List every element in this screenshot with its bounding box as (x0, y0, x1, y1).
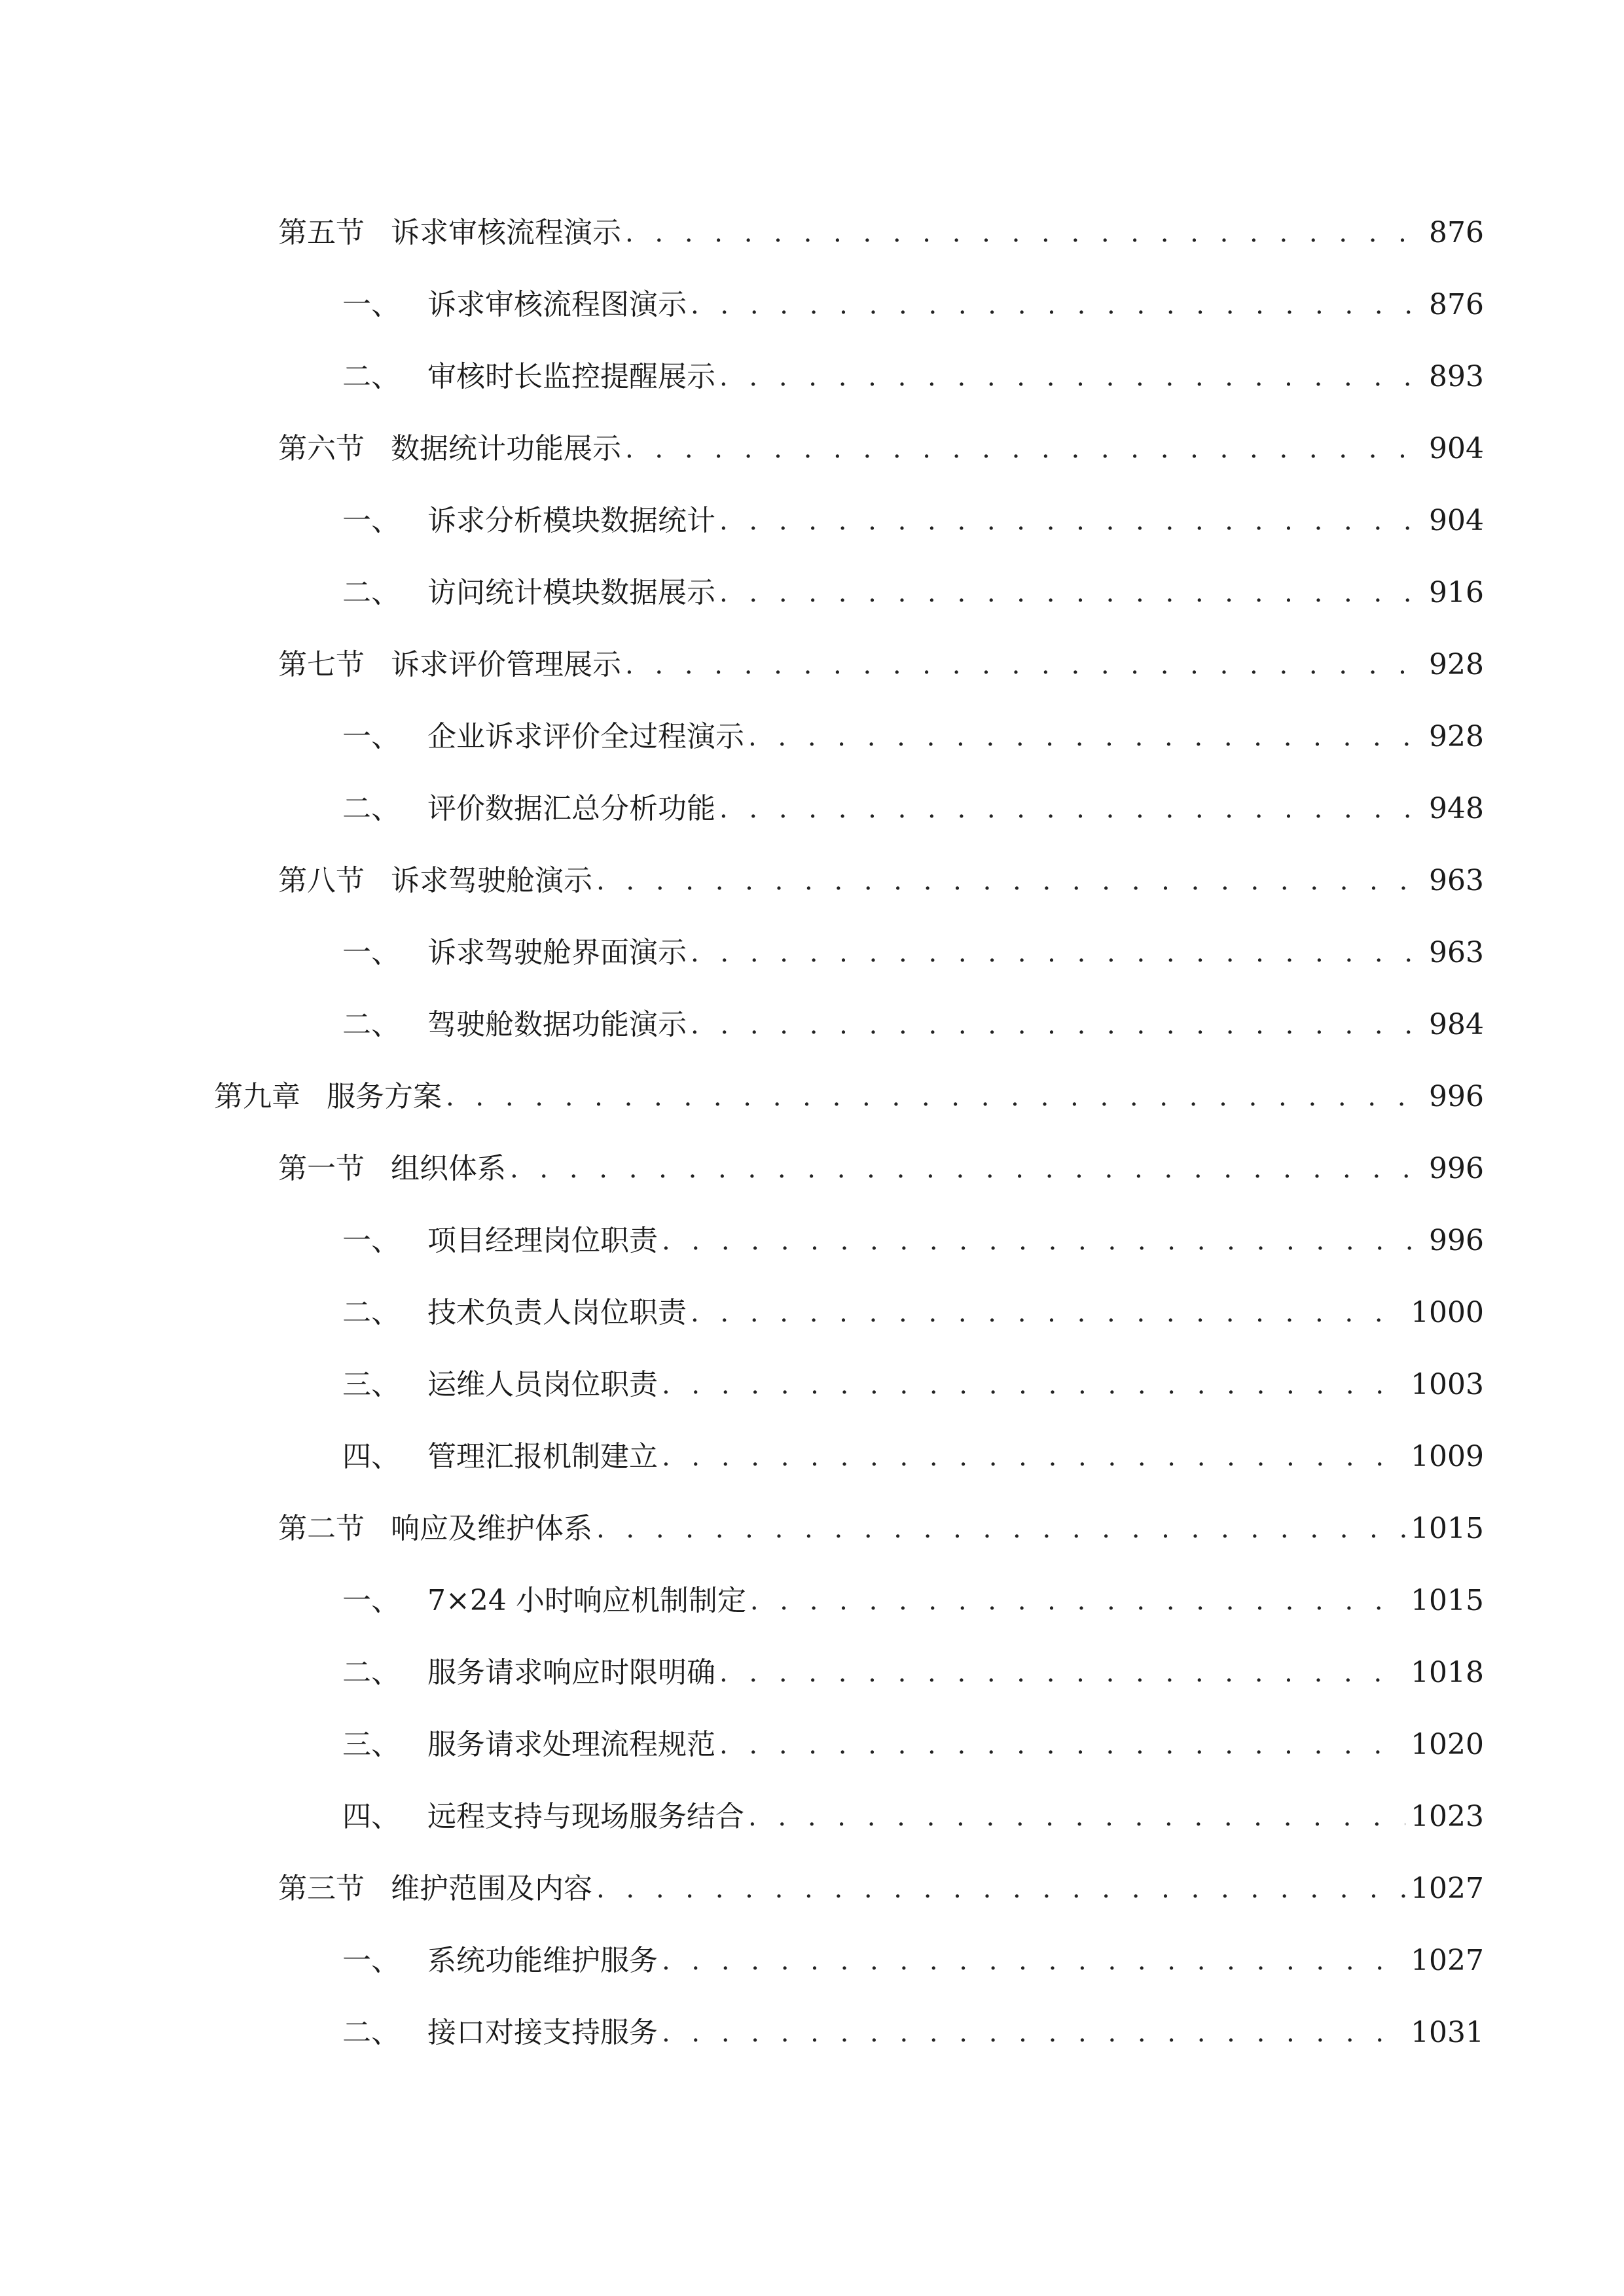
toc-dot-leader (625, 220, 1424, 247)
toc-entry-page-number: 963 (1429, 936, 1484, 969)
toc-dot-leader (596, 868, 1424, 895)
toc-dot-leader (719, 1732, 1405, 1759)
toc-entry-page-number: 876 (1429, 288, 1484, 321)
toc-dot-leader (748, 1804, 1405, 1831)
toc-dot-leader (719, 580, 1424, 607)
toc-entry-title: 服务请求处理流程规范 (427, 1728, 715, 1761)
toc-subsection-entry[interactable] (342, 1707, 1484, 1759)
toc-entry-number: 三、 (342, 1368, 400, 1401)
toc-entry-number: 二、 (342, 1296, 400, 1329)
toc-dot-leader (446, 1084, 1424, 1111)
toc-section-entry[interactable] (278, 1131, 1484, 1183)
toc-entry-title: 访问统计模块数据展示 (427, 576, 715, 609)
toc-subsection-entry[interactable] (342, 1419, 1484, 1471)
toc-entry-page-number: 948 (1429, 792, 1484, 825)
toc-entry-title: 系统功能维护服务 (427, 1944, 658, 1977)
toc-entry-page-number: 1000 (1411, 1296, 1484, 1329)
toc-entry-title: 响应及维护体系 (391, 1512, 592, 1545)
toc-dot-leader (691, 1300, 1405, 1327)
toc-entry-page-number: 893 (1429, 360, 1484, 393)
toc-entry-number: 第三节 (278, 1872, 365, 1905)
toc-entry-title: 组织体系 (391, 1152, 506, 1185)
toc-dot-leader (662, 1228, 1424, 1255)
toc-entry-page-number: 963 (1429, 864, 1484, 897)
toc-section-entry[interactable] (278, 1491, 1484, 1543)
toc-dot-leader (719, 508, 1424, 535)
toc-dot-leader (691, 940, 1424, 967)
toc-chapter-entry[interactable] (214, 1059, 1484, 1111)
toc-entry-number: 第六节 (278, 432, 365, 465)
toc-entry-page-number: 1009 (1411, 1440, 1484, 1473)
toc-entry-title: 7×24 小时响应机制制定 (427, 1584, 746, 1617)
toc-dot-leader (596, 1876, 1405, 1903)
toc-subsection-entry[interactable] (342, 915, 1484, 967)
toc-entry-page-number: 1003 (1411, 1368, 1484, 1401)
toc-dot-leader (691, 292, 1424, 319)
toc-dot-leader (625, 436, 1424, 463)
toc-entry-page-number: 916 (1429, 576, 1484, 609)
toc-entry-number: 一、 (342, 1224, 400, 1257)
toc-section-entry[interactable] (278, 411, 1484, 463)
toc-entry-page-number: 1027 (1411, 1872, 1484, 1905)
toc-section-entry[interactable] (278, 195, 1484, 247)
toc-entry-number: 四、 (342, 1440, 400, 1473)
toc-subsection-entry[interactable] (342, 1347, 1484, 1399)
toc-dot-leader (596, 1516, 1405, 1543)
toc-entry-title: 接口对接支持服务 (427, 2016, 658, 2049)
toc-entry-number: 一、 (342, 288, 400, 321)
toc-entry-page-number: 904 (1429, 504, 1484, 537)
toc-entry-page-number: 1027 (1411, 1944, 1484, 1977)
toc-entry-number: 三、 (342, 1728, 400, 1761)
toc-entry-page-number: 1015 (1411, 1512, 1484, 1545)
toc-entry-number: 第八节 (278, 864, 365, 897)
toc-entry-number: 一、 (342, 504, 400, 537)
toc-entry-number: 第二节 (278, 1512, 365, 1545)
toc-entry-page-number: 984 (1429, 1008, 1484, 1041)
toc-section-entry[interactable] (278, 1851, 1484, 1903)
toc-entry-title: 诉求评价管理展示 (391, 648, 621, 681)
toc-entry-title: 诉求审核流程图演示 (427, 288, 687, 321)
toc-entry-number: 第五节 (278, 216, 365, 249)
toc-subsection-entry[interactable] (342, 771, 1484, 823)
toc-dot-leader (662, 1372, 1405, 1399)
toc-entry-title: 管理汇报机制建立 (427, 1440, 658, 1473)
toc-entry-number: 二、 (342, 792, 400, 825)
toc-dot-leader (691, 1012, 1424, 1039)
toc-entry-page-number: 1031 (1411, 2016, 1484, 2049)
toc-section-entry[interactable] (278, 627, 1484, 679)
toc-entry-page-number: 1023 (1411, 1800, 1484, 1833)
toc-entry-title: 服务请求响应时限明确 (427, 1656, 715, 1689)
toc-subsection-entry[interactable] (342, 483, 1484, 535)
toc-dot-leader (719, 1660, 1405, 1687)
toc-entry-page-number: 1018 (1411, 1656, 1484, 1689)
toc-entry-title: 维护范围及内容 (391, 1872, 592, 1905)
toc-entry-number: 四、 (342, 1800, 400, 1833)
toc-entry-number: 一、 (342, 1944, 400, 1977)
toc-entry-title: 诉求分析模块数据统计 (427, 504, 715, 537)
toc-entry-title: 企业诉求评价全过程演示 (427, 720, 744, 753)
toc-entry-number: 二、 (342, 576, 400, 609)
toc-subsection-entry[interactable] (342, 1779, 1484, 1831)
toc-dot-leader (510, 1156, 1424, 1183)
toc-subsection-entry[interactable] (342, 699, 1484, 751)
toc-entry-page-number: 928 (1429, 648, 1484, 681)
toc-entry-page-number: 904 (1429, 432, 1484, 465)
toc-entry-number: 一、 (342, 720, 400, 753)
toc-entry-title: 数据统计功能展示 (391, 432, 621, 465)
toc-subsection-entry[interactable] (342, 1563, 1484, 1615)
toc-entry-number: 二、 (342, 2016, 400, 2049)
toc-dot-leader (748, 724, 1424, 751)
toc-dot-leader (662, 1444, 1405, 1471)
toc-entry-title: 远程支持与现场服务结合 (427, 1800, 744, 1833)
toc-entry-number: 第九章 (214, 1080, 300, 1113)
toc-entry-title: 驾驶舱数据功能演示 (427, 1008, 687, 1041)
toc-dot-leader (719, 796, 1424, 823)
toc-subsection-entry[interactable] (342, 267, 1484, 319)
toc-entry-title: 项目经理岗位职责 (427, 1224, 658, 1257)
toc-entry-page-number: 1020 (1411, 1728, 1484, 1761)
toc-section-entry[interactable] (278, 843, 1484, 895)
toc-dot-leader (625, 652, 1424, 679)
toc-entry-number: 第一节 (278, 1152, 365, 1185)
toc-subsection-entry[interactable] (342, 1275, 1484, 1327)
toc-entry-title: 服务方案 (327, 1080, 442, 1113)
toc-entry-page-number: 996 (1429, 1224, 1484, 1257)
toc-entry-page-number: 1015 (1411, 1584, 1484, 1617)
toc-entry-number: 一、 (342, 1584, 400, 1617)
toc-entry-number: 第七节 (278, 648, 365, 681)
toc-entry-page-number: 996 (1429, 1080, 1484, 1113)
toc-entry-number: 一、 (342, 936, 400, 969)
toc-entry-title: 技术负责人岗位职责 (427, 1296, 687, 1329)
toc-subsection-entry[interactable] (342, 339, 1484, 391)
toc-entry-number: 二、 (342, 360, 400, 393)
toc-entry-page-number: 928 (1429, 720, 1484, 753)
toc-subsection-entry[interactable] (342, 555, 1484, 607)
toc-dot-leader (662, 2020, 1405, 2047)
toc-entry-title: 运维人员岗位职责 (427, 1368, 658, 1401)
toc-subsection-entry[interactable] (342, 1923, 1484, 1975)
toc-dot-leader (662, 1948, 1405, 1975)
toc-entry-title: 诉求驾驶舱演示 (391, 864, 592, 897)
toc-entry-page-number: 876 (1429, 216, 1484, 249)
toc-subsection-entry[interactable] (342, 1203, 1484, 1255)
toc-dot-leader (750, 1588, 1405, 1615)
toc-entry-number: 二、 (342, 1656, 400, 1689)
toc-subsection-entry[interactable] (342, 1635, 1484, 1687)
toc-entry-number: 二、 (342, 1008, 400, 1041)
toc-entry-title: 审核时长监控提醒展示 (427, 360, 715, 393)
toc-entry-title: 诉求审核流程演示 (391, 216, 621, 249)
toc-subsection-entry[interactable] (342, 987, 1484, 1039)
toc-entry-page-number: 996 (1429, 1152, 1484, 1185)
toc-dot-leader (719, 364, 1424, 391)
toc-entry-title: 评价数据汇总分析功能 (427, 792, 715, 825)
toc-entry-title: 诉求驾驶舱界面演示 (427, 936, 687, 969)
toc-subsection-entry[interactable] (342, 1995, 1484, 2047)
